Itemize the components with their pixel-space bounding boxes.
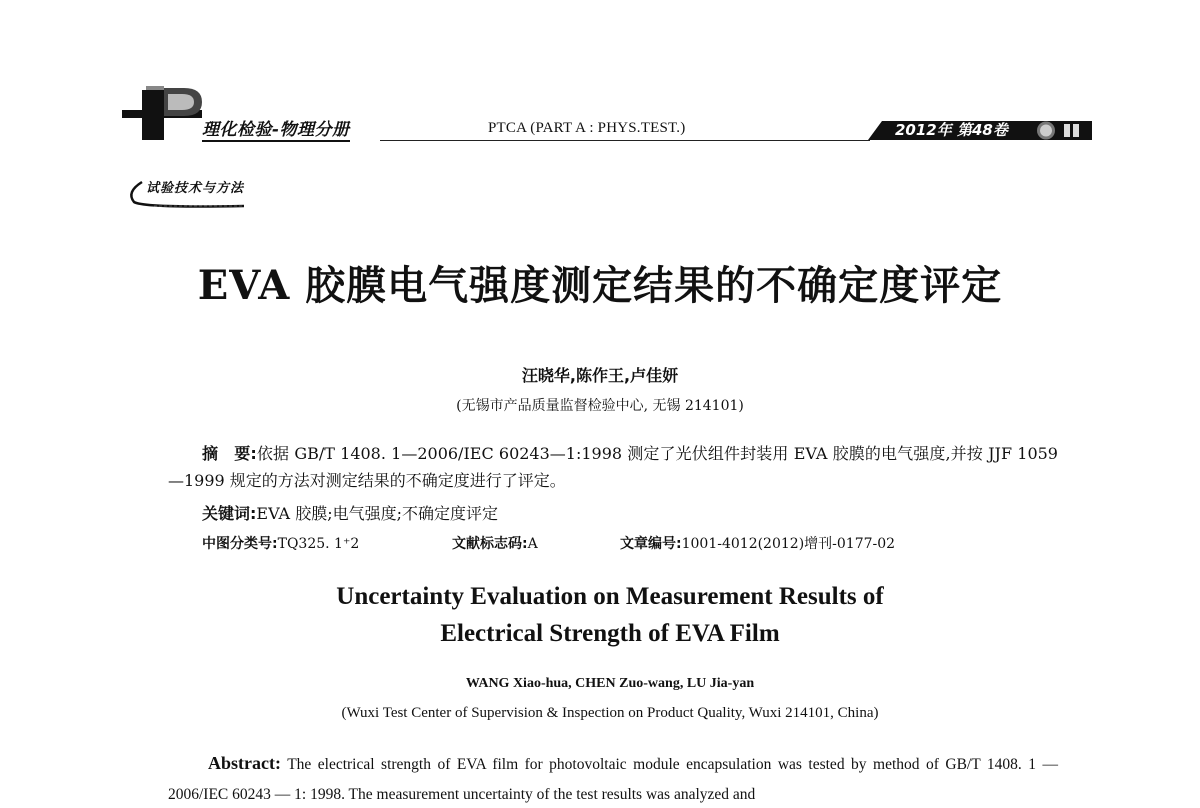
keywords-cn [202, 502, 498, 526]
article-title-cn: EVA 胶膜电气强度测定结果的不确定度评定 [197, 262, 1003, 309]
abstract-en-label: Abstract: [208, 753, 281, 773]
clc-label: 中图分类号: [202, 536, 278, 552]
abstract-cn [168, 440, 1058, 494]
abstract-cn-label: 摘 要: [202, 444, 257, 463]
affiliation-en: (Wuxi Test Center of Supervision & Inspection on Product Quality, Wuxi 214101, China) [341, 705, 879, 721]
title-en-line-1: Uncertainty Evaluation on Measurement Results of [336, 583, 884, 610]
keywords-cn-label: 关键词: [202, 504, 257, 523]
affiliation-cn: (无锡市产品质量监督检验中心, 无锡 214101) [456, 398, 744, 414]
journal-logo-icon [122, 82, 212, 142]
clc-value: TQ325. 1⁺2 [277, 536, 360, 552]
article-title-en [0, 578, 1200, 652]
journal-name-en: PTCA (PART A : PHYS.TEST.) [488, 120, 686, 136]
journal-name-cn: 理化检验-物理分册 [202, 120, 350, 140]
doc-code-value: A [527, 536, 538, 552]
authors-en: WANG Xiao-hua, CHEN Zuo-wang, LU Jia-yan [465, 676, 755, 691]
article-no-label: 文章编号: [620, 536, 682, 552]
authors-cn: 汪晓华,陈作王,卢佳妍 [521, 366, 679, 385]
abstract-cn-text: 依据 GB/T 1408. 1—2006/IEC 60243—1:1998 测定了光伏组件封装用 EVA 胶膜的电气强度,并按 JJF 1059—1999 规定的方法对测定结果的不确定度进行了评定。 [168, 444, 1058, 490]
title-en-line-2: Electrical Strength of EVA Film [440, 620, 780, 647]
year-volume: 2012年 第48卷 [895, 121, 1008, 139]
article-number [620, 534, 895, 554]
article-no-value: 1001-4012(2012)增刊-0177-02 [681, 536, 896, 552]
doc-code-label: 文献标志码: [452, 536, 528, 552]
header-rule [380, 140, 870, 141]
keywords-cn-text: EVA 胶膜;电气强度;不确定度评定 [256, 504, 498, 523]
clc-number [202, 534, 359, 554]
abstract-en-text: The electrical strength of EVA film for photovoltaic module encapsulation was tested by method of GB/T 1408. 1 — 2006/IEC 60243 — 1: 1998. The measurement uncertainty of the test results was analyzed and [168, 756, 1058, 803]
document-code [452, 534, 538, 554]
abstract-en [168, 748, 1058, 808]
section-tag: 试验技术与方法 [146, 181, 245, 196]
